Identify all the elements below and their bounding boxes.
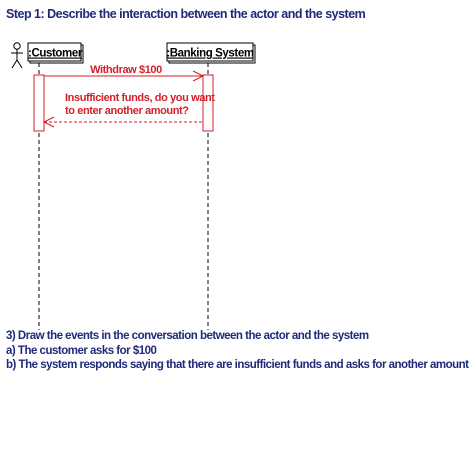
message-reply-line-2: to enter another amount?	[65, 105, 189, 117]
participant-customer	[28, 43, 83, 63]
instruction-item-a: a) The customer asks for $100	[6, 344, 157, 357]
instructions	[6, 329, 469, 373]
message-withdraw-label: Withdraw $100	[90, 64, 162, 76]
activation-customer	[34, 75, 44, 131]
message-reply-line-1: Insufficient funds, do you want	[65, 92, 215, 104]
message-withdraw	[44, 64, 203, 81]
instructions-title: 3) Draw the events in the conversation between the actor and the system	[6, 330, 369, 342]
participant-banking-system-label: :Banking System	[166, 47, 254, 60]
message-insufficient-funds	[44, 92, 215, 127]
participant-customer-label: :Customer	[28, 47, 82, 60]
instruction-item-b: b) The system responds saying that there are insufficient funds and asks for another amount	[6, 359, 469, 371]
participant-banking-system	[166, 43, 255, 63]
page-heading: Step 1: Describe the interaction between the actor and the system	[6, 7, 366, 21]
stick-figure-icon	[11, 43, 23, 68]
